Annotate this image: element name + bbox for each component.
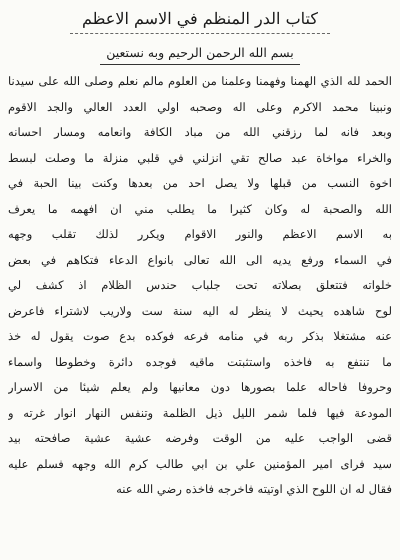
text-line: المودعة فيها فلما شمر الليل ذيل الظلمة وتنفس النهار انوار غرته و [8, 405, 392, 420]
text-line: سيد فراى امير المؤمنين علي بن ابي طالب كرم الله وجهه فسلم عليه [8, 456, 392, 471]
title-divider [70, 32, 330, 34]
text-line: فقال له ان اللوح الذي اوتيته فاخرجه فاخذه رضي الله عنه [116, 482, 392, 496]
text-line: الحمد لله الذي الهمنا وفهمنا وعلمنا من العلوم مالم نعلم وصلى الله على سيدنا [8, 74, 392, 88]
text-line: عنه مشتغلا بذكر ربه في منامه فرعه فوكده بدع صوت يقول له خذ [8, 329, 392, 343]
text-line: الله والصحبة له وكان كثيرا ما يطلب مني ان افهمه ما يعرف [8, 201, 392, 216]
basmala-heading: بسم الله الرحمن الرحيم وبه نستعين [106, 45, 294, 60]
text-line: وحروفا فاحاله علما بصورها دون معانيها ولم يعلم شيئا من الاسرار [8, 380, 392, 394]
manuscript-body [8, 69, 392, 503]
text-line: والخراء مواخاة عبد صالح تقي انزلني في قلبي منزلة ما وصلت لبسط [8, 150, 392, 165]
text-line: لوح شاهده يحيث لا ينظر له اليه سنة ست ولاريب لاشتراء فاعرض [8, 303, 392, 318]
text-line: خلواته فتتعلق بصلاته تحت جلباب حندس الظلام اذ كشف لي [8, 278, 392, 292]
text-line: في السماء ورفع يديه الى الله تعالى بانواع الدعاء فتكاهم في بعض [8, 252, 392, 267]
page-title: كتاب الدر المنظم في الاسم الاعظم [82, 9, 318, 28]
basmala-underline [100, 64, 300, 65]
text-line: ونبينا محمد الاكرم وعلى اله وصحبه اولي العدد العالي والجد الاقوم [8, 99, 392, 114]
text-line: ما تنتفع به فاخذه واستثبتت ماقيه فوجده دائرة وخطوطا واسماء [8, 354, 392, 369]
text-line: قضى الواجب عليه من الوقت وفرضه عشية عشية صافحته بيد [8, 431, 392, 445]
text-line: به الاسم الاعظم والنور الاقوام ويكرر لذلك تقلب وجهه [8, 227, 392, 241]
text-line: وبعد فانه لما رزقني الله من مباد الكافة وانعامه ومسار احسانه [8, 125, 392, 139]
text-line: اخوة النسب من قبلها ولا يصل احد من بعدها وكنت بينا الحبة في [8, 176, 392, 190]
